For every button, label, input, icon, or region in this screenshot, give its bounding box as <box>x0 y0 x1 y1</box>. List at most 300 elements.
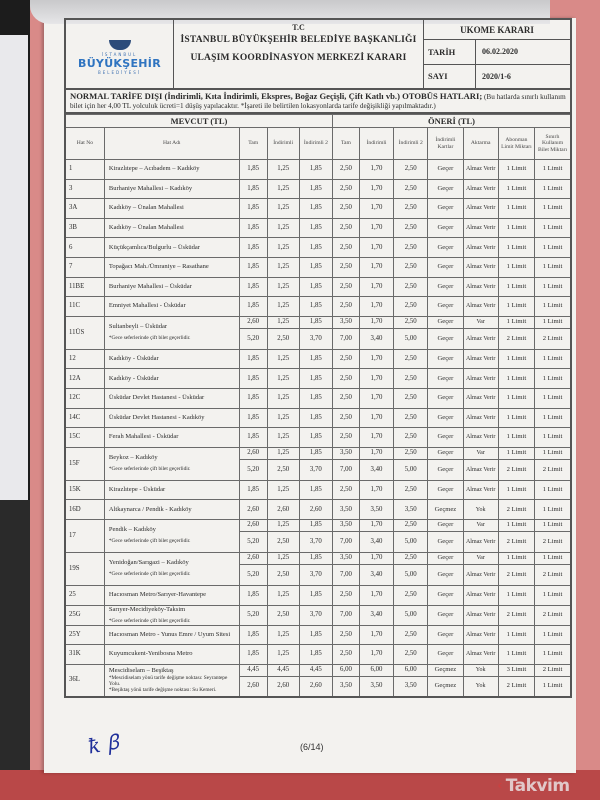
value-cell: 1 Limit <box>535 199 571 219</box>
value-cell: 1 Limit <box>535 447 571 459</box>
value-cell: Geçmez <box>428 500 463 520</box>
value-cell: 1,70 <box>359 408 393 428</box>
document-header <box>64 18 572 90</box>
value-cell: 1 Limit <box>498 238 534 258</box>
turkish-flag-icon: ☾ <box>498 782 504 790</box>
value-cell: Geçer <box>428 605 463 625</box>
value-cell: 2,60 <box>239 552 267 564</box>
value-cell: 1,85 <box>239 585 267 605</box>
value-cell: 4,45 <box>267 664 299 676</box>
value-cell: 6,00 <box>359 664 393 676</box>
hat-adi-cell <box>104 519 239 552</box>
value-cell: 2,50 <box>267 459 299 480</box>
value-cell: 2,60 <box>239 676 267 697</box>
value-cell: 3,40 <box>359 459 393 480</box>
value-cell: Var <box>463 316 498 328</box>
table-row <box>65 428 571 448</box>
takvim-watermark <box>498 776 570 796</box>
hat-no-cell: 15K <box>65 480 104 500</box>
value-cell: Var <box>463 552 498 564</box>
col-aktarma: Aktarma <box>463 128 498 160</box>
value-cell: Almaz Verir <box>463 480 498 500</box>
value-cell: Geçer <box>428 519 463 531</box>
value-cell: 1,70 <box>359 218 393 238</box>
value-cell: 2,50 <box>267 564 299 585</box>
value-cell: 2 Limit <box>498 676 534 697</box>
value-cell: 1 Limit <box>498 480 534 500</box>
value-cell: 1 Limit <box>498 257 534 277</box>
value-cell: Geçer <box>428 199 463 219</box>
value-cell: 1 Limit <box>535 625 571 645</box>
col-mevcut-indirimli: İndirimli <box>267 128 299 160</box>
hat-no-cell: 3B <box>65 218 104 238</box>
value-cell: 2,50 <box>394 297 428 317</box>
value-cell: 1,85 <box>239 480 267 500</box>
value-cell: Almaz Verir <box>463 349 498 369</box>
value-cell: 3,50 <box>332 676 359 697</box>
value-cell: 2,60 <box>239 500 267 520</box>
group-mevcut: MEVCUT (TL) <box>65 115 332 128</box>
hat-adi-cell <box>104 552 239 585</box>
value-cell: 1,85 <box>239 199 267 219</box>
title-line-1: İSTANBUL BÜYÜKŞEHİR BELEDİYE BAŞKANLIĞI <box>180 35 417 45</box>
value-cell: 1,25 <box>267 552 299 564</box>
decision-document <box>64 18 572 698</box>
value-cell: Geçer <box>428 238 463 258</box>
value-cell: 2 Limit <box>535 605 571 625</box>
value-cell: 1 Limit <box>535 257 571 277</box>
value-cell: 1,70 <box>359 277 393 297</box>
value-cell: 3,50 <box>332 519 359 531</box>
value-cell: Geçer <box>428 277 463 297</box>
value-cell: 1,85 <box>239 408 267 428</box>
value-cell: 6,00 <box>332 664 359 676</box>
value-cell: 1 Limit <box>535 480 571 500</box>
value-cell: 1,25 <box>267 428 299 448</box>
value-cell: 1,25 <box>267 388 299 408</box>
value-cell: 1 Limit <box>535 428 571 448</box>
value-cell: 1 Limit <box>498 277 534 297</box>
route-name: Küçükçamlıca/Bulgurlu – Üsküdar <box>108 243 200 251</box>
hat-no-cell: 15F <box>65 447 104 480</box>
value-cell: 1,85 <box>299 447 332 459</box>
value-cell: Geçer <box>428 585 463 605</box>
value-cell: 1 Limit <box>498 218 534 238</box>
value-cell: 1 Limit <box>498 388 534 408</box>
value-cell: Var <box>463 447 498 459</box>
hat-adi-cell <box>104 238 239 258</box>
value-cell: Geçer <box>428 297 463 317</box>
value-cell: 3,40 <box>359 328 393 349</box>
value-cell: Geçer <box>428 388 463 408</box>
route-name: Beykoz – Kadıköy <box>108 454 158 462</box>
value-cell: 1,85 <box>299 316 332 328</box>
tarih-value: 06.02.2020 <box>482 47 518 57</box>
value-cell: 2,50 <box>394 369 428 389</box>
value-cell: 4,45 <box>299 664 332 676</box>
col-mevcut-indirimli-2: İndirimli 2 <box>299 128 332 160</box>
value-cell: 2,50 <box>332 428 359 448</box>
value-cell: 2 Limit <box>498 564 534 585</box>
value-cell: 2,50 <box>394 160 428 180</box>
group-oneri: ÖNERİ (TL) <box>332 115 571 128</box>
value-cell: 1,70 <box>359 349 393 369</box>
hat-no-cell: 31K <box>65 645 104 665</box>
table-row <box>65 552 571 564</box>
value-cell: 1,70 <box>359 428 393 448</box>
value-cell: 2,50 <box>267 328 299 349</box>
hat-no-cell: 11C <box>65 297 104 317</box>
value-cell: 1 Limit <box>498 316 534 328</box>
ibb-logo <box>66 20 174 88</box>
col-hat-no: Hat No <box>65 128 104 160</box>
value-cell: Almaz Verir <box>463 328 498 349</box>
value-cell: 5,00 <box>394 605 428 625</box>
value-cell: 3,40 <box>359 564 393 585</box>
value-cell: Geçer <box>428 369 463 389</box>
value-cell: 1,85 <box>239 218 267 238</box>
route-note: *Gece seferlerinde çift bilet geçerlidir. <box>108 538 191 545</box>
value-cell: 2,50 <box>332 277 359 297</box>
value-cell: 2,50 <box>394 428 428 448</box>
value-cell: 2,50 <box>332 585 359 605</box>
route-note-2: *Beşiktaş yönü tarife değişme noktası: Su Kemeri. <box>108 687 217 694</box>
value-cell: Almaz Verir <box>463 160 498 180</box>
table-row <box>65 585 571 605</box>
table-row <box>65 408 571 428</box>
value-cell: 2 Limit <box>498 328 534 349</box>
value-cell: 2 Limit <box>535 459 571 480</box>
route-note: *Gece seferlerinde çift bilet geçerlidir. <box>108 466 191 473</box>
value-cell: 2 Limit <box>498 459 534 480</box>
hat-no-cell: 25G <box>65 605 104 625</box>
table-row <box>65 664 571 676</box>
value-cell: Geçer <box>428 459 463 480</box>
value-cell: Yok <box>463 676 498 697</box>
value-cell: Geçer <box>428 160 463 180</box>
value-cell: 2,50 <box>394 277 428 297</box>
value-cell: 2,50 <box>394 552 428 564</box>
route-name: Pendik – Kadıköy <box>108 526 156 534</box>
value-cell: 1 Limit <box>535 500 571 520</box>
hat-adi-cell <box>104 428 239 448</box>
value-cell: 1,25 <box>267 408 299 428</box>
value-cell: 1 Limit <box>498 179 534 199</box>
hat-adi-cell <box>104 218 239 238</box>
value-cell: 1,85 <box>239 277 267 297</box>
route-note: *Gece seferlerinde çift bilet geçerlidir. <box>108 571 191 578</box>
value-cell: 3,50 <box>332 552 359 564</box>
route-name: Üsküdar Devlet Hastanesi - Kadıköy <box>108 413 205 421</box>
route-note: *Gece seferlerinde çift bilet geçerlidir. <box>108 617 191 624</box>
value-cell: 1,70 <box>359 179 393 199</box>
value-cell: 1,85 <box>299 519 332 531</box>
hat-no-cell: 36L <box>65 664 104 697</box>
value-cell: Almaz Verir <box>463 428 498 448</box>
value-cell: 1 Limit <box>498 369 534 389</box>
value-cell: 1,70 <box>359 480 393 500</box>
value-cell: 2 Limit <box>498 500 534 520</box>
value-cell: 1 Limit <box>535 369 571 389</box>
value-cell: 1,85 <box>239 160 267 180</box>
value-cell: Almaz Verir <box>463 645 498 665</box>
value-cell: 1,25 <box>267 447 299 459</box>
value-cell: 1,85 <box>299 645 332 665</box>
value-cell: Geçer <box>428 447 463 459</box>
value-cell: 1 Limit <box>498 585 534 605</box>
logo-main-text: BÜYÜKŞEHİR <box>78 56 161 70</box>
value-cell: 1,85 <box>239 257 267 277</box>
value-cell: 1,25 <box>267 349 299 369</box>
value-cell: Almaz Verir <box>463 218 498 238</box>
value-cell: 3,70 <box>299 605 332 625</box>
value-cell: 2,50 <box>394 585 428 605</box>
value-cell: 2,50 <box>332 218 359 238</box>
value-cell: 1,85 <box>239 297 267 317</box>
hat-adi-cell <box>104 447 239 480</box>
value-cell: 3,50 <box>359 676 393 697</box>
value-cell: 1,25 <box>267 257 299 277</box>
hat-adi-cell <box>104 480 239 500</box>
hat-no-cell: 11ÜS <box>65 316 104 349</box>
value-cell: 2,50 <box>332 480 359 500</box>
value-cell: 7,00 <box>332 531 359 552</box>
value-cell: 1,25 <box>267 160 299 180</box>
value-cell: 1,85 <box>299 369 332 389</box>
table-row <box>65 218 571 238</box>
hat-no-cell: 15C <box>65 428 104 448</box>
value-cell: Almaz Verir <box>463 459 498 480</box>
value-cell: 4,45 <box>239 664 267 676</box>
value-cell: Geçmez <box>428 664 463 676</box>
value-cell: Almaz Verir <box>463 179 498 199</box>
background-paper-stack <box>0 35 28 500</box>
watermark-text: Takvim <box>505 776 570 796</box>
value-cell: 5,20 <box>239 531 267 552</box>
value-cell: 1 Limit <box>535 316 571 328</box>
sayi-label: SAYI <box>424 65 476 89</box>
value-cell: Geçer <box>428 328 463 349</box>
value-cell: 2,50 <box>394 199 428 219</box>
value-cell: 1,85 <box>299 257 332 277</box>
hat-adi-cell <box>104 160 239 180</box>
value-cell: Almaz Verir <box>463 531 498 552</box>
value-cell: 1,25 <box>267 277 299 297</box>
route-name: Ferah Mahallesi - Üsküdar <box>108 433 179 441</box>
route-name: Kadıköy - Üsküdar <box>108 355 159 363</box>
table-row <box>65 645 571 665</box>
value-cell: Geçer <box>428 349 463 369</box>
value-cell: 1,85 <box>239 369 267 389</box>
value-cell: 3,40 <box>359 531 393 552</box>
value-cell: 3,50 <box>332 500 359 520</box>
hat-adi-cell <box>104 388 239 408</box>
logo-bottom-text: BELEDİYESİ <box>98 69 141 75</box>
hat-adi-cell <box>104 645 239 665</box>
value-cell: Almaz Verir <box>463 605 498 625</box>
value-cell: 1 Limit <box>498 160 534 180</box>
value-cell: 5,00 <box>394 531 428 552</box>
col-oneri-tam: Tam <box>332 128 359 160</box>
route-name: Hacıosman Metro/Sarıyer-Havantepe <box>108 591 207 599</box>
value-cell: 1,85 <box>239 238 267 258</box>
value-cell: 1 Limit <box>535 218 571 238</box>
value-cell: 1 Limit <box>535 408 571 428</box>
hat-adi-cell <box>104 277 239 297</box>
value-cell: 1,25 <box>267 585 299 605</box>
value-cell: 2,50 <box>267 605 299 625</box>
value-cell: Geçer <box>428 179 463 199</box>
value-cell: 3,50 <box>359 500 393 520</box>
value-cell: 1 Limit <box>498 625 534 645</box>
hat-no-cell: 17 <box>65 519 104 552</box>
value-cell: Geçer <box>428 257 463 277</box>
value-cell: 1,70 <box>359 369 393 389</box>
sayi-row <box>424 65 570 89</box>
value-cell: 1,85 <box>299 160 332 180</box>
value-cell: 2,50 <box>332 297 359 317</box>
value-cell: 1,85 <box>239 388 267 408</box>
value-cell: 7,00 <box>332 459 359 480</box>
value-cell: 5,20 <box>239 605 267 625</box>
value-cell: 1,25 <box>267 625 299 645</box>
value-cell: 1,70 <box>359 238 393 258</box>
value-cell: 2,50 <box>394 408 428 428</box>
hat-no-cell: 19S <box>65 552 104 585</box>
value-cell: 1 Limit <box>535 179 571 199</box>
table-row <box>65 388 571 408</box>
hat-adi-cell <box>104 369 239 389</box>
logo-top-text: İSTANBUL <box>101 51 138 57</box>
value-cell: Var <box>463 519 498 531</box>
value-cell: 2 Limit <box>535 564 571 585</box>
table-row <box>65 519 571 531</box>
hat-adi-cell <box>104 605 239 625</box>
value-cell: 2,50 <box>394 480 428 500</box>
value-cell: 5,00 <box>394 328 428 349</box>
value-cell: 2 Limit <box>498 531 534 552</box>
value-cell: 2,50 <box>394 179 428 199</box>
col-sinirli-kullanim: Sınırlı Kullanım Bilet Miktarı <box>535 128 571 160</box>
value-cell: 1,85 <box>239 645 267 665</box>
value-cell: Almaz Verir <box>463 585 498 605</box>
value-cell: 2,50 <box>394 238 428 258</box>
value-cell: 2,50 <box>332 349 359 369</box>
value-cell: 1 Limit <box>535 585 571 605</box>
hat-adi-cell <box>104 297 239 317</box>
hat-adi-cell <box>104 179 239 199</box>
hat-no-cell: 25 <box>65 585 104 605</box>
route-name: Mescidiselam – Beşiktaş <box>108 667 174 675</box>
value-cell: 3,70 <box>299 531 332 552</box>
route-name: Burhaniye Mahallesi – Kadıköy <box>108 184 193 192</box>
value-cell: 1,70 <box>359 388 393 408</box>
table-row <box>65 160 571 180</box>
value-cell: Yok <box>463 664 498 676</box>
value-cell: 2,60 <box>239 447 267 459</box>
value-cell: 5,20 <box>239 564 267 585</box>
value-cell: 5,20 <box>239 459 267 480</box>
table-row <box>65 605 571 625</box>
value-cell: 3,50 <box>332 316 359 328</box>
page-indicator: (6/14) <box>300 742 324 752</box>
value-cell: 1 Limit <box>498 447 534 459</box>
value-cell: 2,50 <box>394 257 428 277</box>
value-cell: 1 Limit <box>498 519 534 531</box>
hat-no-cell: 12 <box>65 349 104 369</box>
value-cell: 2,60 <box>299 500 332 520</box>
route-name: Kuyumcukent-Yenibosna Metro <box>108 650 193 658</box>
route-note: *Mescidiselam yönü tarife değişme noktası: Seyrantepe Yolu. <box>108 675 228 688</box>
hat-adi-cell <box>104 349 239 369</box>
table-row <box>65 297 571 317</box>
value-cell: 1,25 <box>267 238 299 258</box>
value-cell: 2,60 <box>299 676 332 697</box>
value-cell: Geçer <box>428 552 463 564</box>
value-cell: Geçmez <box>428 676 463 697</box>
value-cell: 1,70 <box>359 257 393 277</box>
value-cell: 1,70 <box>359 585 393 605</box>
value-cell: 1 Limit <box>535 297 571 317</box>
route-name: Kirazlıtepe - Üsküdar <box>108 486 166 494</box>
hat-no-cell: 7 <box>65 257 104 277</box>
hat-adi-cell <box>104 257 239 277</box>
value-cell: Almaz Verir <box>463 369 498 389</box>
route-name: Altkaynarca / Pendik - Kadıköy <box>108 505 192 513</box>
value-cell: 1,25 <box>267 480 299 500</box>
title-line-2: ULAŞIM KOORDİNASYON MERKEZİ KARARI <box>190 53 407 63</box>
value-cell: 2,50 <box>332 257 359 277</box>
value-cell: 2,60 <box>239 316 267 328</box>
value-cell: Geçer <box>428 316 463 328</box>
value-cell: 1,70 <box>359 199 393 219</box>
hat-adi-cell <box>104 199 239 219</box>
value-cell: 2,50 <box>332 179 359 199</box>
ibb-emblem-icon <box>109 40 131 50</box>
value-cell: Geçer <box>428 625 463 645</box>
value-cell: 1,70 <box>359 625 393 645</box>
route-name: Üsküdar Devlet Hastanesi - Üsküdar <box>108 394 205 402</box>
route-note: *Gece seferlerinde çift bilet geçerlidir. <box>108 335 191 342</box>
value-cell: 1 Limit <box>535 277 571 297</box>
value-cell: 2,50 <box>332 160 359 180</box>
col-indirimli-kartlar: İndirimli Kartlar <box>428 128 463 160</box>
value-cell: Geçer <box>428 218 463 238</box>
hat-no-cell: 12A <box>65 369 104 389</box>
value-cell: 2,50 <box>394 625 428 645</box>
value-cell: 1 Limit <box>535 645 571 665</box>
value-cell: 1 Limit <box>498 349 534 369</box>
value-cell: 1,85 <box>299 238 332 258</box>
title-tc: T.C <box>292 23 305 32</box>
value-cell: 1 Limit <box>498 428 534 448</box>
value-cell: 1 Limit <box>535 238 571 258</box>
value-cell: Almaz Verir <box>463 238 498 258</box>
tariff-table-body <box>65 160 571 698</box>
value-cell: 1,85 <box>299 179 332 199</box>
value-cell: 1,85 <box>299 199 332 219</box>
value-cell: 1,25 <box>267 297 299 317</box>
value-cell: 1,85 <box>299 428 332 448</box>
hat-no-cell: 3 <box>65 179 104 199</box>
value-cell: 2,50 <box>332 199 359 219</box>
value-cell: 1 Limit <box>535 388 571 408</box>
hat-no-cell: 1 <box>65 160 104 180</box>
value-cell: Geçer <box>428 645 463 665</box>
value-cell: 5,20 <box>239 328 267 349</box>
value-cell: 1,85 <box>299 297 332 317</box>
value-cell: 2,60 <box>267 500 299 520</box>
